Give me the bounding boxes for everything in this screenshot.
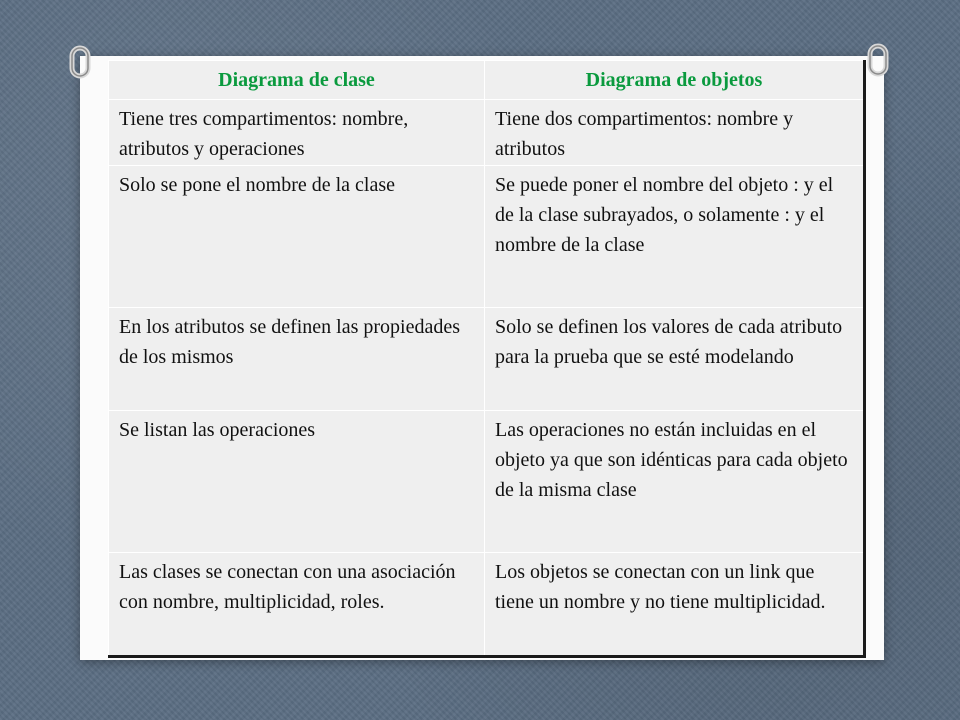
table-cell: Tiene tres compartimentos: nombre, atributos y operaciones (109, 100, 485, 166)
table-cell: Se puede poner el nombre del objeto : y el de la clase subrayados, o solamente : y el nombre de la clase (485, 166, 865, 308)
header-class-diagram: Diagrama de clase (109, 61, 485, 100)
binder-clip-icon (66, 42, 96, 80)
table-row (109, 308, 865, 411)
table-row (109, 411, 865, 553)
table-cell: Solo se pone el nombre de la clase (109, 166, 485, 308)
header-object-diagram: Diagrama de objetos (485, 61, 865, 100)
table-cell: En los atributos se definen las propiedades de los mismos (109, 308, 485, 411)
table-cell: Las clases se conectan con una asociación con nombre, multiplicidad, roles. (109, 552, 485, 656)
table-row (109, 552, 865, 656)
table-header-row (109, 61, 865, 100)
comparison-table (108, 60, 866, 658)
table-cell: Las operaciones no están incluidas en el objeto ya que son idénticas para cada objeto de la misma clase (485, 411, 865, 553)
table-row (109, 100, 865, 166)
table-cell: Tiene dos compartimentos: nombre y atributos (485, 100, 865, 166)
binder-clip-icon (864, 40, 894, 78)
table-row (109, 166, 865, 308)
table-cell: Los objetos se conectan con un link que tiene un nombre y no tiene multiplicidad. (485, 552, 865, 656)
table-cell: Se listan las operaciones (109, 411, 485, 553)
table-cell: Solo se definen los valores de cada atributo para la prueba que se esté modelando (485, 308, 865, 411)
